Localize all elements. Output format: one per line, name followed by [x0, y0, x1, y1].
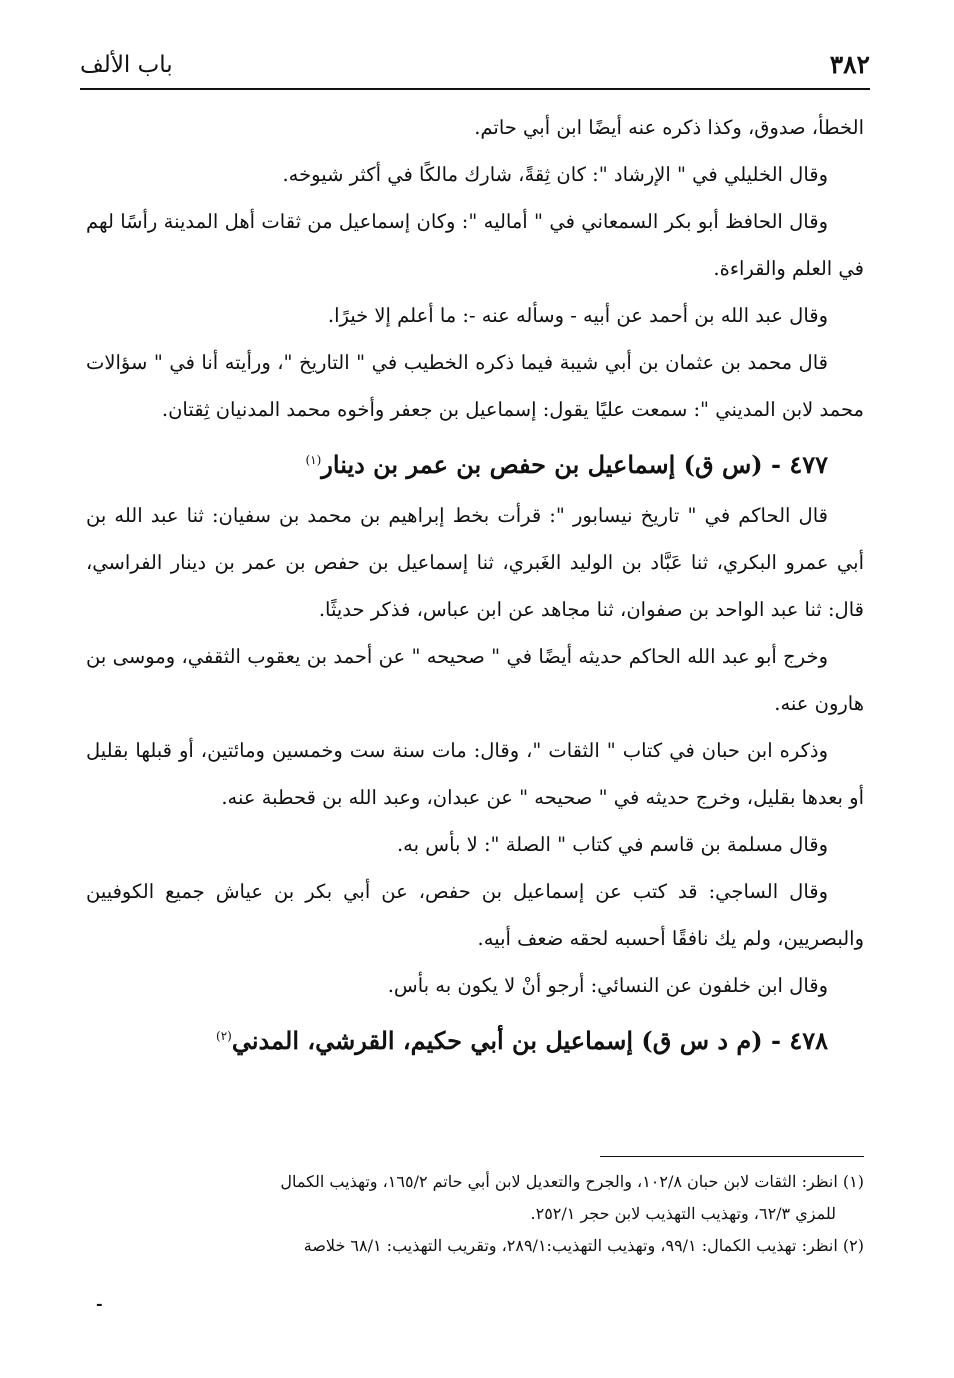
- entry-heading-477: [86, 433, 864, 492]
- body-paragraph: وقال الساجي: قد كتب عن إسماعيل بن حفص، عن أبي بكر بن عياش جميع الكوفيين والبصريين، ولم يك نافقًا أحسبه لحقه ضعف أبيه.: [86, 880, 864, 950]
- entry-title-text: ٤٧٨ - (م د س ق) إسماعيل بن أبي حكيم، القرشي، المدني: [231, 1026, 828, 1055]
- footnote-ref: (٢): [216, 1029, 232, 1043]
- footnote-separator: [600, 1156, 864, 1157]
- footnote-1: (١) انظر: الثقات لابن حبان ١٠٢/٨، والجرح والتعديل لابن أبي حاتم ١٦٥/٢، وتهذيب الكمال: [280, 1172, 864, 1191]
- header-rule: [80, 88, 870, 90]
- body-paragraph: قال محمد بن عثمان بن أبي شيبة فيما ذكره الخطيب في " التاريخ "، ورأيته أنا في " سؤالات محمد لابن المديني ": سمعت عليًا يقول: إسماعيل بن جعفر وأخوه محمد المدنيان ثِقتان.: [86, 351, 864, 421]
- entry-heading-478: [86, 1009, 864, 1068]
- body-paragraph: وقال عبد الله بن أحمد عن أبيه - وسأله عنه -: ما أعلم إلا خيرًا.: [327, 304, 828, 327]
- running-title: باب الألف: [80, 52, 173, 78]
- body-paragraph: وقال مسلمة بن قاسم في كتاب " الصلة ": لا بأس به.: [396, 833, 828, 856]
- page-header: [80, 46, 870, 88]
- footnote-2: (٢) انظر: تهذيب الكمال: ٩٩/١، وتهذيب التهذيب:٢٨٩/١، وتقريب التهذيب: ٦٨/١ خلاصة: [303, 1236, 864, 1255]
- continuation-mark: -: [96, 1294, 103, 1313]
- footnote-1-continuation: للمزي ٦٢/٣، وتهذيب التهذيب لابن حجر ٢٥٢/١.: [530, 1204, 836, 1223]
- body-paragraph: وقال الحافظ أبو بكر السمعاني في " أماليه ": وكان إسماعيل من ثقات أهل المدينة رأسًا لهم في العلم والقراءة.: [86, 210, 864, 280]
- page-body: [86, 104, 864, 1068]
- footnotes: [92, 1166, 864, 1262]
- body-paragraph: وقال ابن خلفون عن النسائي: أرجو أنْ لا يكون به بأس.: [387, 974, 828, 997]
- footnote-ref: (١): [305, 453, 322, 467]
- body-paragraph: الخطأ، صدوق، وكذا ذكره عنه أيضًا ابن أبي حاتم.: [474, 116, 864, 139]
- body-paragraph: وذكره ابن حبان في كتاب " الثقات "، وقال: مات سنة ست وخمسين ومائتين، أو قبلها بقليل أو بعدها بقليل، وخرج حديثه في " صحيحه " عن عبدان، وعبد الله بن قحطبة عنه.: [86, 739, 864, 809]
- page-number: ٣٨٢: [829, 50, 870, 79]
- body-paragraph: وقال الخليلي في " الإرشاد ": كان ثِقةً، شارك مالكًا في أكثر شيوخه.: [282, 163, 828, 186]
- entry-title-text: ٤٧٧ - (س ق) إسماعيل بن حفص بن عمر بن دينار: [321, 450, 828, 479]
- body-paragraph: قال الحاكم في " تاريخ نيسابور ": قرأت بخط إبراهيم بن محمد بن سفيان: ثنا عبد الله بن أبي عمرو البكري، ثنا عَبَّاد بن الوليد الغَبري، ثنا إسماعيل بن حفص بن عمر بن دينار الفراسي، قال: ثنا عبد الواحد بن صفوان، ثنا مجاهد عن ابن عباس، فذكر حديثًا.: [86, 504, 864, 621]
- body-paragraph: وخرج أبو عبد الله الحاكم حديثه أيضًا في " صحيحه " عن أحمد بن يعقوب الثقفي، وموسى بن هارون عنه.: [86, 645, 864, 715]
